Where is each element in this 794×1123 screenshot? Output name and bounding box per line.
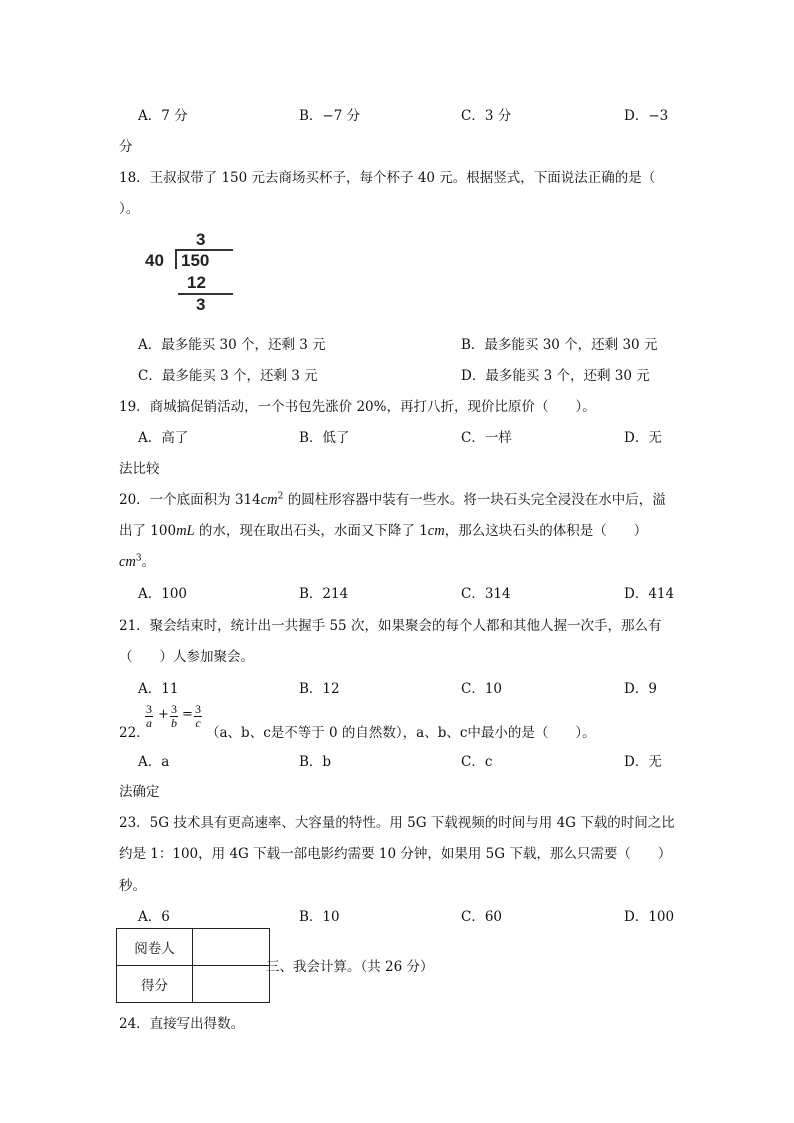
q22-option-a: A．a [138, 754, 170, 770]
long-division-figure [145, 228, 245, 318]
section-three-heading: 三、我会计算。（共 26 分） [266, 959, 434, 975]
score-table [116, 928, 270, 1003]
q21-option-b: B．12 [299, 681, 340, 697]
q23-stem-line2: 约是 1：100，用 4G 下载一部电影约需要 10 分钟，如果用 5G 下载，那么只需要（ ） [119, 846, 672, 862]
q22-equals: = [182, 707, 193, 722]
division-subtract-line [178, 293, 233, 295]
division-quotient: 3 [196, 230, 206, 249]
q22-fraction-b: $\frac{3}{b}$ [171, 702, 177, 730]
q20-option-d: D．414 [624, 586, 675, 602]
score-cell[interactable] [193, 966, 270, 1003]
division-remainder: 3 [196, 295, 206, 314]
q17-option-b: B．−7 分 [299, 108, 361, 124]
q21-stem-line1: 21．聚会结束时，统计出一共握手 55 次，如果聚会的每个人都和其他人握一次手，那么有 [119, 618, 662, 634]
q20-option-b: B．214 [299, 586, 349, 602]
q18-option-b: B．最多能买 30 个，还剩 30 元 [461, 337, 658, 353]
q20-stem-line1: 20．一个底面积为 $314cm^2$ 的圆柱形容器中装有一些水。将一块石头完全浸没在水中后，溢 [119, 491, 666, 508]
q18-option-a: A．最多能买 30 个，还剩 3 元 [138, 337, 326, 353]
q24-stem: 24．直接写出得数。 [119, 1016, 245, 1032]
q22-option-d: D．无 [624, 754, 662, 770]
q22-fraction-c: $\frac{3}{c}$ [195, 702, 201, 730]
division-dividend: 150 [181, 251, 210, 270]
q22-option-d-wrap: 法确定 [119, 784, 160, 800]
q23-option-b: B．10 [299, 909, 340, 925]
q19-option-c: C．一样 [461, 430, 512, 446]
q20-option-c: C．314 [461, 586, 511, 602]
division-product: 12 [187, 273, 206, 292]
q21-option-d: D．9 [624, 681, 657, 697]
q20-option-a: A．100 [138, 586, 188, 602]
q21-option-c: C．10 [461, 681, 503, 697]
q19-stem: 19．商城搞促销活动，一个书包先涨价 20%，再打八折，现价比原价（ ）。 [119, 399, 596, 415]
q20-stem-line2: 出了 100mL 的水，现在取出石头，水面又下降了 1cm，那么这块石头的体积是（ ） [119, 523, 648, 539]
q18-stem-line1: 18．王叔叔带了 150 元去商场买杯子，每个杯子 40 元。根据竖式，下面说法正确的是（ [119, 170, 656, 186]
q22-fraction-a: $\frac{3}{a}$ [146, 702, 152, 730]
score-label: 得分 [117, 966, 193, 1003]
q23-stem-line3: 秒。 [119, 878, 146, 894]
q19-option-b: B．低了 [299, 430, 350, 446]
q22-option-c: C．c [461, 754, 493, 770]
q17-option-c: C．3 分 [461, 108, 512, 124]
q18-option-c: C．最多能买 3 个，还剩 3 元 [138, 368, 318, 384]
q19-option-d: D．无 [624, 430, 662, 446]
division-bracket [175, 249, 177, 269]
grader-cell[interactable] [193, 929, 270, 966]
q17-option-d-wrap: 分 [119, 139, 133, 155]
q22-option-b: B．b [299, 754, 332, 770]
q20-stem-line3: $cm^3$。 [119, 553, 156, 570]
q19-option-a: A．高了 [138, 430, 189, 446]
q22-number: 22． [119, 725, 150, 741]
q21-stem-line2: （ ）人参加聚会。 [119, 649, 254, 665]
grader-label: 阅卷人 [117, 929, 193, 966]
division-divisor: 40 [145, 251, 164, 270]
q19-option-d-wrap: 法比较 [119, 461, 160, 477]
q23-option-d: D．100 [624, 909, 675, 925]
q17-option-d: D．−3 [624, 108, 669, 124]
q23-option-a: A．6 [138, 909, 170, 925]
q22-stem: （a、b、c是不等于 0 的自然数），a、b、c中最小的是（ ）。 [206, 725, 596, 741]
q23-option-c: C．60 [461, 909, 503, 925]
q18-stem-line2: ）。 [119, 201, 140, 217]
q23-stem-line1: 23．5G 技术具有更高速率、大容量的特性。用 5G 下载视频的时间与用 4G 下载的时间之比 [119, 815, 675, 831]
q22-plus: + [158, 707, 169, 722]
q17-option-a: A．7 分 [138, 108, 188, 124]
q21-option-a: A．11 [138, 681, 179, 697]
q18-option-d: D．最多能买 3 个，还剩 30 元 [461, 368, 650, 384]
